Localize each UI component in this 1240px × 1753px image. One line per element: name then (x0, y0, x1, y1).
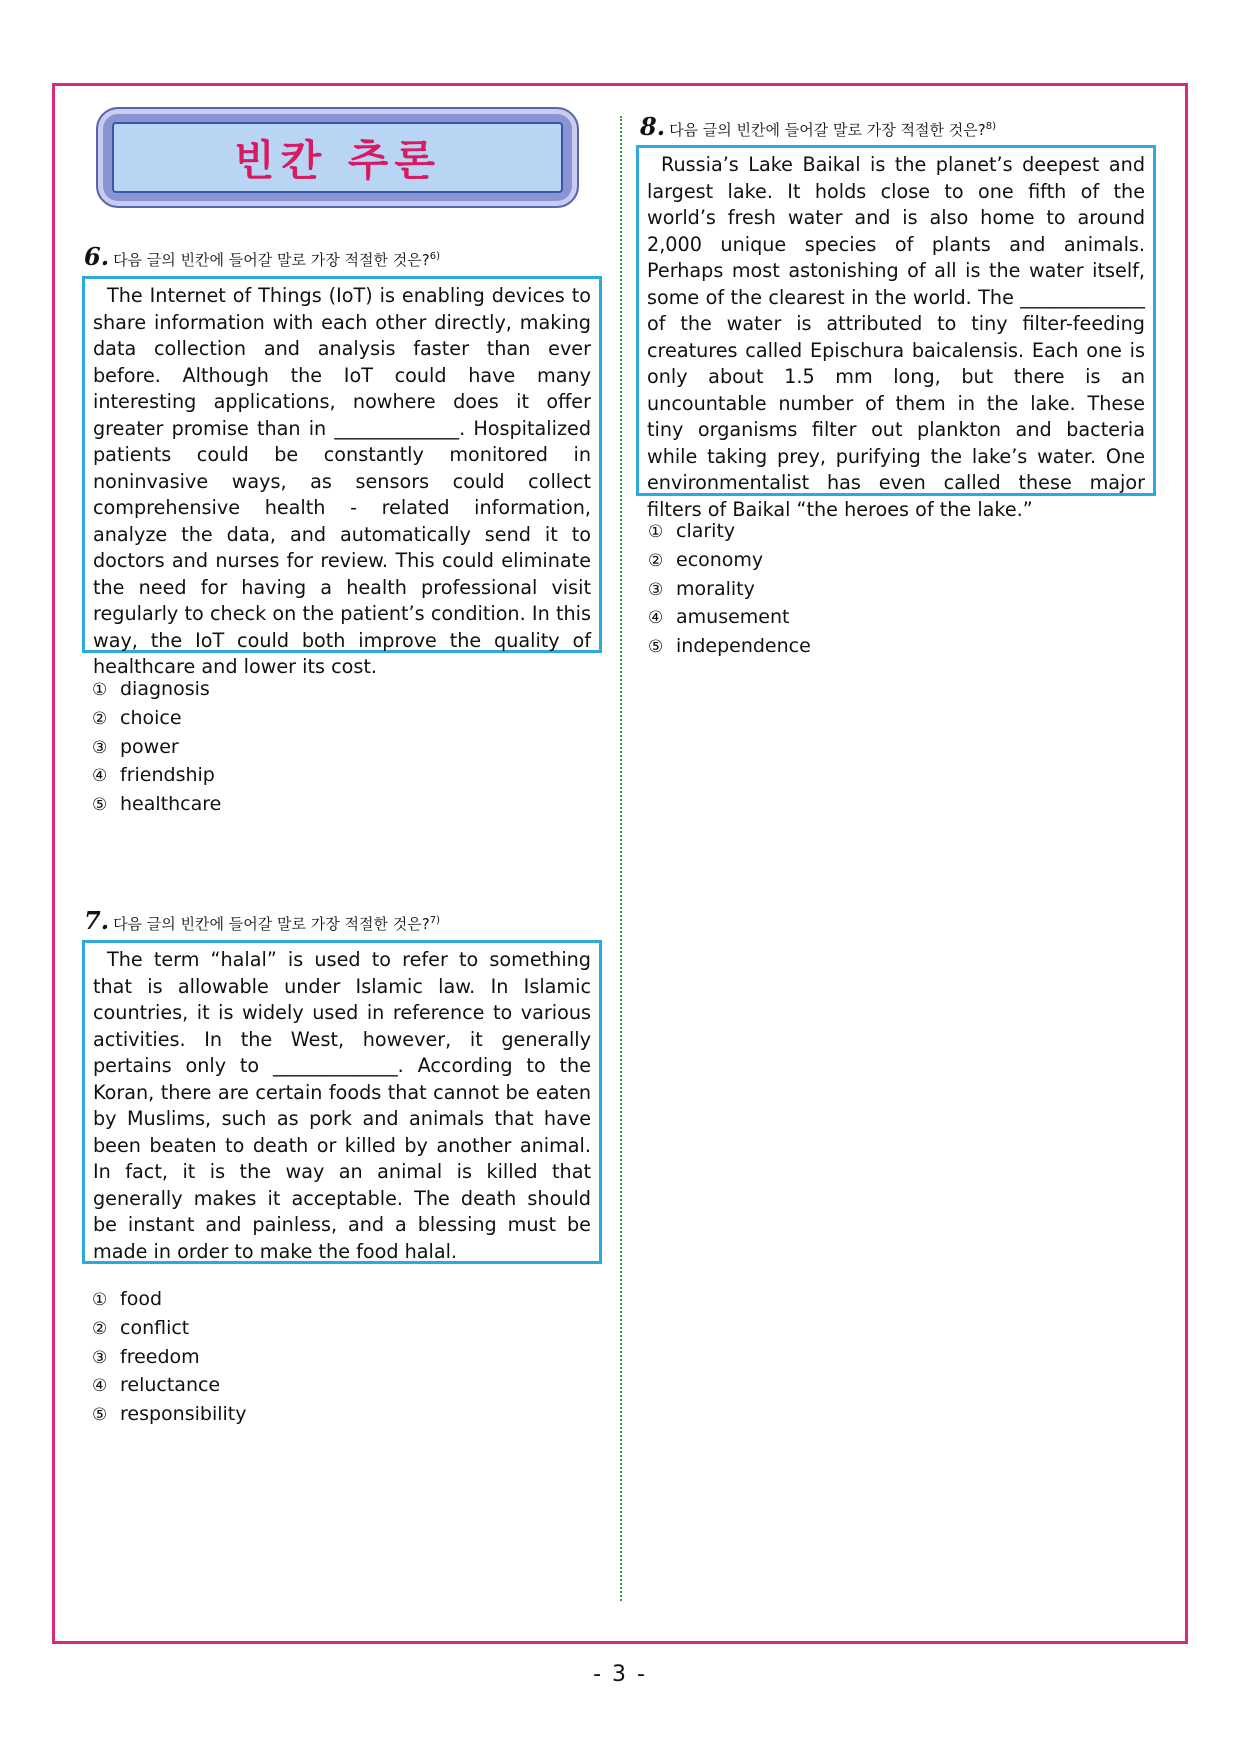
option-text: friendship (120, 764, 215, 787)
option-number: ④ (648, 608, 664, 629)
footnote-ref: 6) (429, 251, 440, 262)
passage-text: The Internet of Things (IoT) is enabling devices to share information with each other directly, making data collection and analysis faster than ever before. Although the IoT could have many interesting applications, nowhere does it offer greater promise than in _____________. Hospitalized patients could be constantly monitored in noninvasive ways, as sensors could collect comprehensive health - related information, analyze the data, and automatically send it to doctors and nurses for review. This could eliminate the need for having a health professional visit regularly to check on the patient’s condition. In this way, the IoT could both improve the quality of healthcare and lower its cost. (93, 284, 591, 678)
option-number: ② (648, 550, 664, 571)
option-number: ③ (92, 1347, 108, 1368)
option-text: reluctance (120, 1374, 221, 1397)
section-banner-inner (112, 122, 563, 193)
option-number: ② (92, 708, 108, 729)
option[interactable] (92, 1286, 246, 1315)
option-text: food (120, 1288, 162, 1310)
option[interactable] (648, 604, 811, 633)
options-list-8 (648, 518, 811, 662)
option-number: ④ (92, 766, 108, 787)
option-number: ① (92, 1290, 108, 1310)
option-text: independence (676, 635, 811, 658)
option-number: ③ (648, 579, 664, 600)
option-text: clarity (676, 520, 736, 542)
options-list-7 (92, 1286, 246, 1430)
question-prompt: 다음 글의 빈칸에 들어갈 말로 가장 적절한 것은? (113, 915, 430, 933)
option-number: ⑤ (92, 1405, 108, 1426)
footnote-ref: 8) (985, 121, 996, 132)
passage-box-8 (636, 145, 1156, 521)
option[interactable] (92, 1372, 246, 1401)
section-title: 빈칸 추론 (234, 135, 441, 185)
option[interactable] (648, 633, 811, 662)
passage-box-7 (82, 940, 602, 1264)
option[interactable] (648, 576, 811, 605)
option-number: ⑤ (648, 637, 664, 658)
option[interactable] (92, 1344, 246, 1373)
option-text: choice (120, 706, 182, 729)
option[interactable] (92, 762, 221, 791)
option-text: power (120, 735, 179, 758)
option-text: amusement (676, 606, 790, 629)
question-header-7 (84, 906, 440, 935)
option-text: diagnosis (120, 678, 210, 700)
page-number: - 3 - (593, 1662, 647, 1687)
option-text: conflict (120, 1316, 190, 1339)
question-number: 7. (84, 906, 110, 935)
option-number: ③ (92, 737, 108, 758)
option-number: ⑤ (92, 795, 108, 816)
option-number: ① (648, 522, 664, 542)
options-list-6 (92, 676, 221, 820)
option-number: ④ (92, 1376, 108, 1397)
option[interactable] (648, 547, 811, 576)
option[interactable] (92, 705, 221, 734)
option[interactable] (92, 734, 221, 763)
question-prompt: 다음 글의 빈칸에 들어갈 말로 가장 적절한 것은? (669, 121, 986, 139)
option-text: responsibility (120, 1403, 247, 1426)
footnote-ref: 7) (429, 915, 440, 926)
option-text: morality (676, 577, 755, 600)
option-text: freedom (120, 1345, 200, 1368)
option-text: economy (676, 548, 764, 571)
passage-box-6 (82, 276, 602, 678)
option-number: ② (92, 1318, 108, 1339)
question-header-6 (84, 242, 440, 271)
passage-text: Russia’s Lake Baikal is the planet’s deepest and largest lake. It holds close to one fifth of the world’s fresh water and is also home to around 2,000 unique species of plants and animals. Perhaps most astonishing of all is the water itself, some of the clearest in the world. The _____________ of the water is attributed to tiny filter-feeding creatures called Epischura baicalensis. Each one is only about 1.5 mm long, but there is an uncountable number of them in the lake. These tiny organisms filter out plankton and bacteria while taking prey, purifying the lake’s water. One environmentalist has even called these major filters of Baikal “the heroes of the lake.” (647, 153, 1145, 521)
question-prompt: 다음 글의 빈칸에 들어갈 말로 가장 적절한 것은? (113, 251, 430, 269)
option[interactable] (92, 791, 221, 820)
option-text: healthcare (120, 793, 222, 816)
column-divider (620, 116, 622, 1601)
section-banner (96, 107, 579, 208)
option[interactable] (648, 518, 811, 547)
question-header-8 (640, 112, 996, 141)
passage-text: The term “halal” is used to refer to something that is allowable under Islamic law. In Islamic countries, it is widely used in reference to various activities. In the West, however, it generally pertains only to _____________. According to the Koran, there are certain foods that cannot be eaten by Muslims, such as pork and animals that have been beaten to death or killed by another animal. In fact, it is the way an animal is killed that generally makes it acceptable. The death should be instant and painless, and a blessing must be made in order to make the food halal. (93, 948, 591, 1263)
option[interactable] (92, 676, 221, 705)
option[interactable] (92, 1315, 246, 1344)
option-number: ① (92, 680, 108, 700)
question-number: 8. (640, 112, 666, 141)
question-number: 6. (84, 242, 110, 271)
option[interactable] (92, 1401, 246, 1430)
